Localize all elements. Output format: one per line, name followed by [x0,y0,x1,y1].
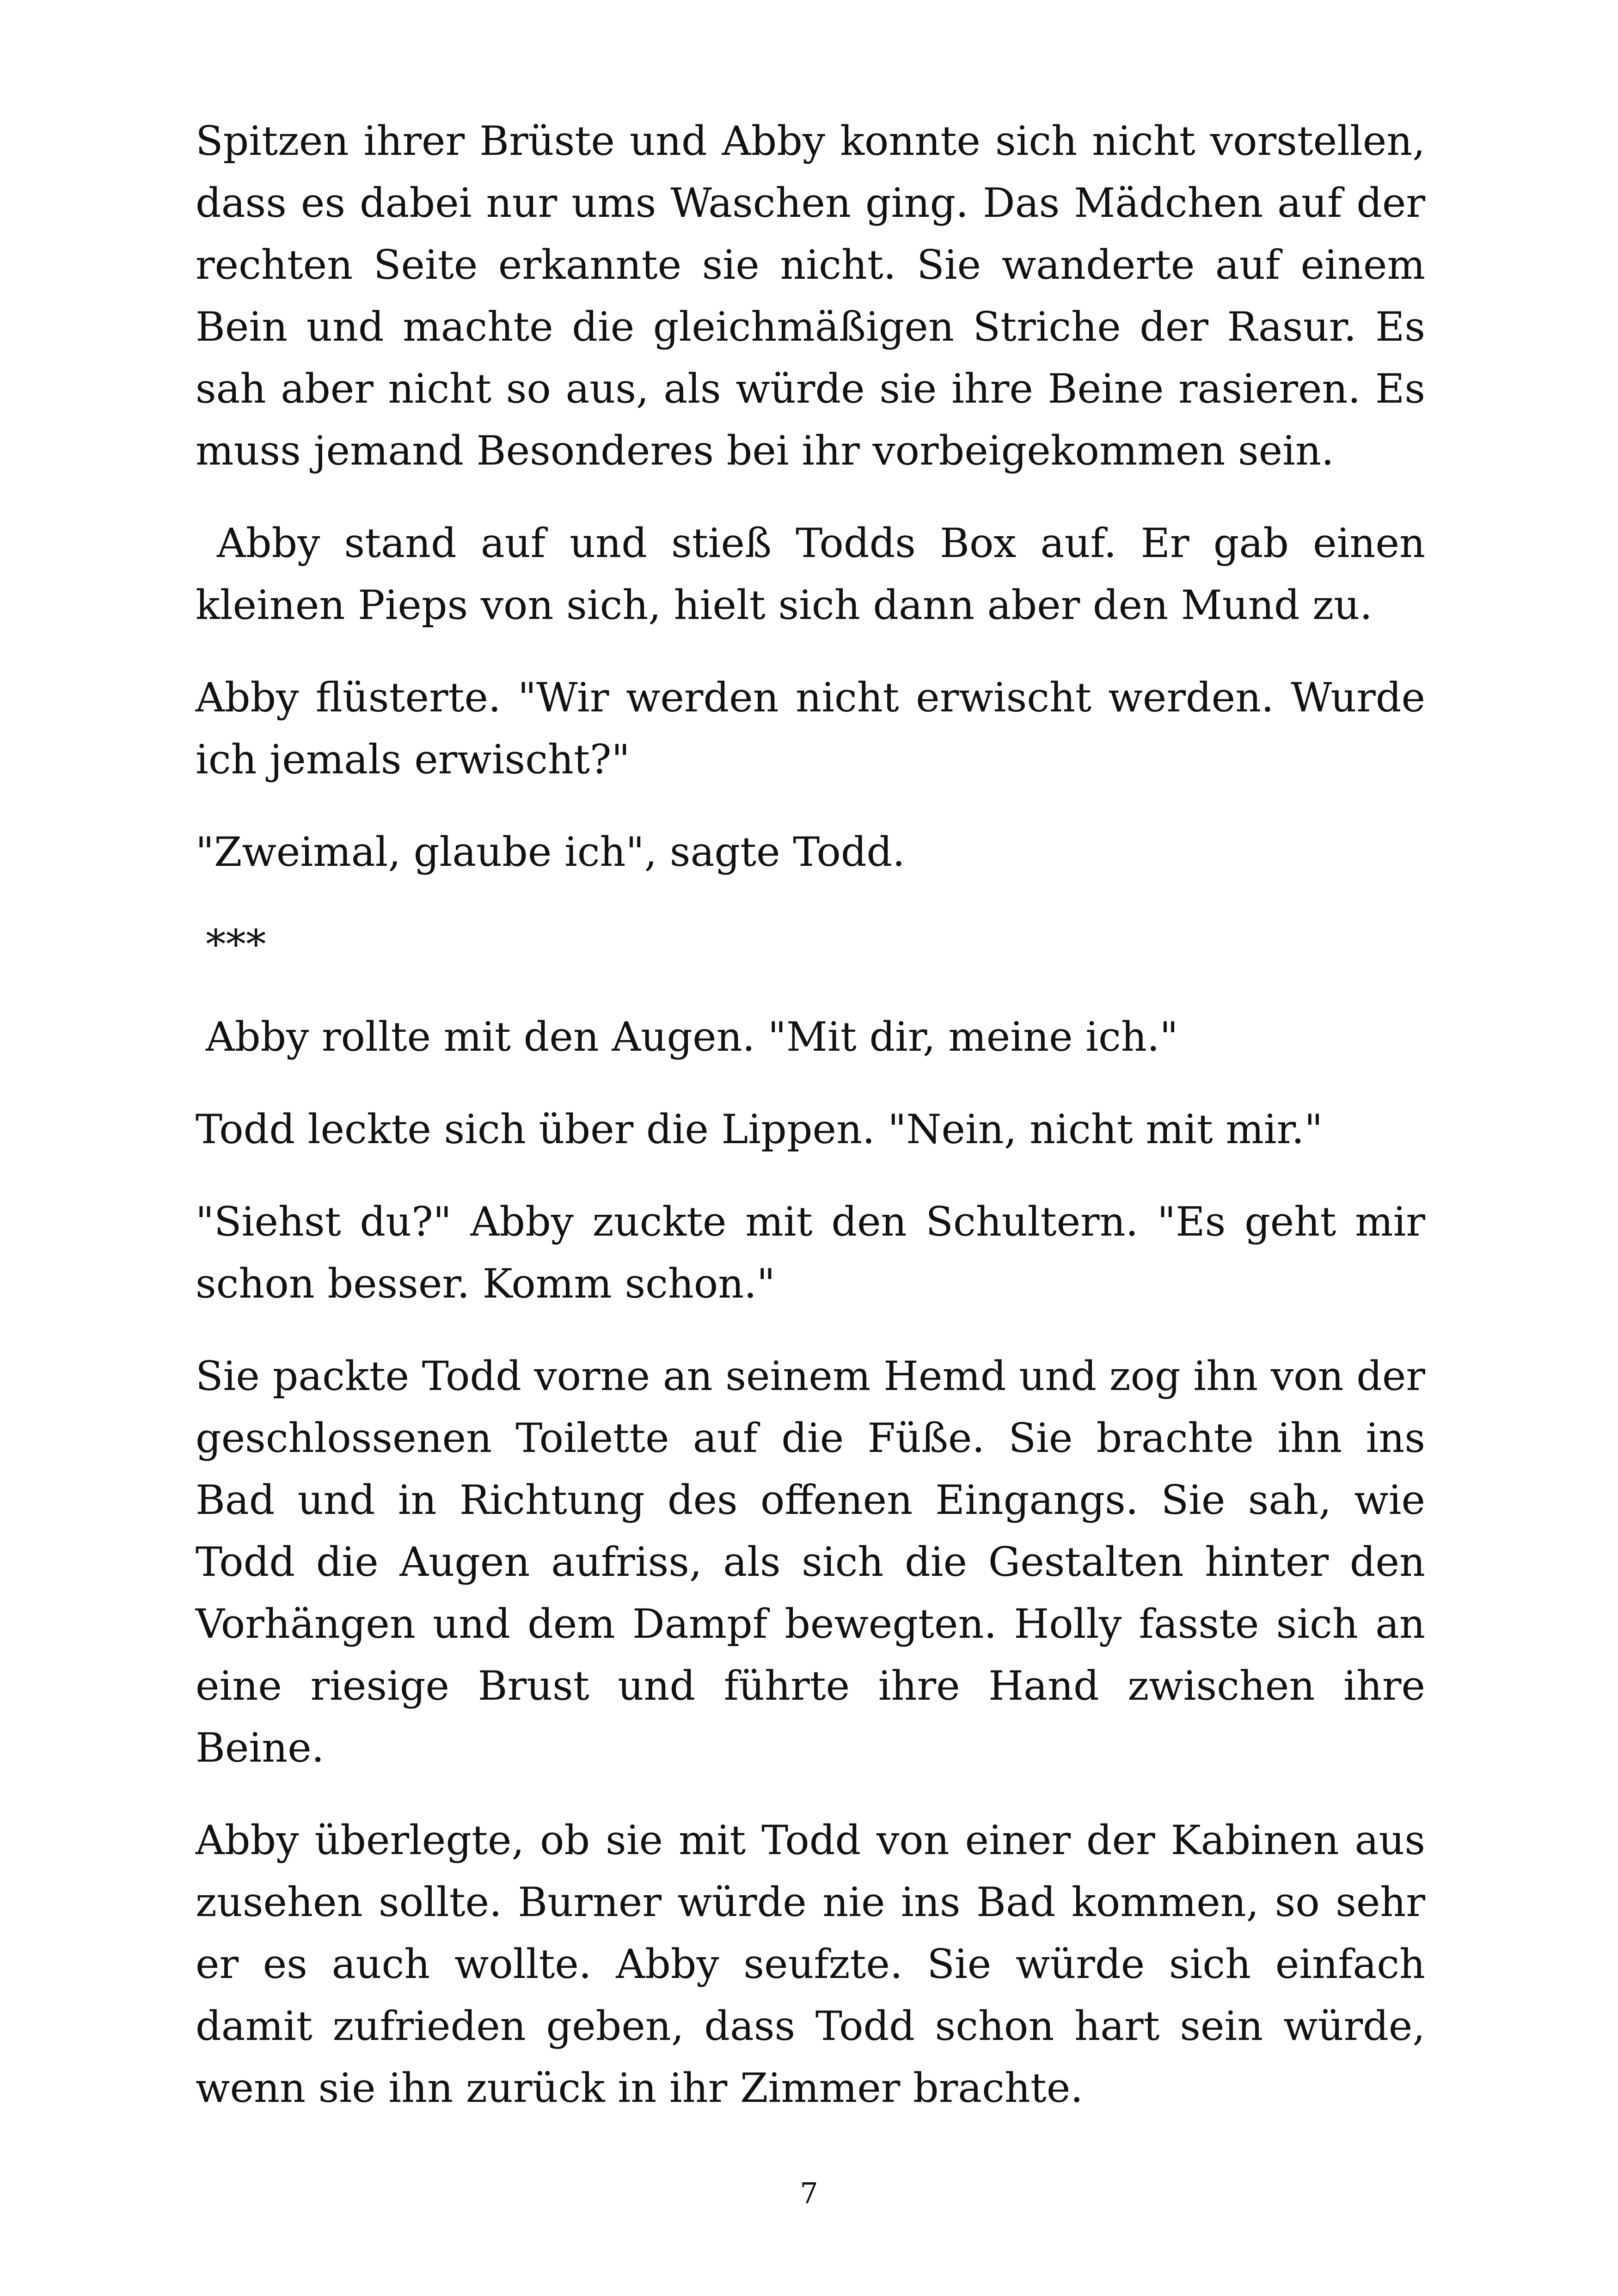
body-text [196,110,1425,2149]
paragraph-9: Abby überlegte, ob sie mit Todd von einer der Kabinen aus zusehen sollte. Burner würde nie ins Bad kommen, so sehr er es auch wollte. Abby seufzte. Sie würde sich einfach damit zufrieden geben, dass Todd schon hart sein würde, wenn sie ihn zurück in ihr Zimmer brachte. [196,1817,1425,2112]
paragraph-8: Sie packte Todd vorne an seinem Hemd und zog ihn von der geschlossenen Toilette auf die Füße. Sie brachte ihn ins Bad und in Richtung des offenen Eingangs. Sie sah, wie Todd die Augen aufriss, als sich die Gestalten hinter den Vorhängen und dem Dampf bewegten. Holly fasste sich an eine riesige Brust und führte ihre Hand zwischen ihre Beine. [196,1353,1425,1771]
paragraph-5: Abby rollte mit den Augen. "Mit dir, meine ich." [206,1013,1178,1060]
paragraph-3: Abby flüsterte. "Wir werden nicht erwischt werden. Wurde ich jemals erwischt?" [196,674,1425,783]
scene-break: *** [206,921,266,968]
paragraph-6: Todd leckte sich über die Lippen. "Nein, nicht mit mir." [196,1106,1323,1153]
paragraph-7: "Siehst du?" Abby zuckte mit den Schultern. "Es geht mir schon besser. Komm schon." [196,1198,1425,1307]
paragraph-1: Spitzen ihrer Brüste und Abby konnte sich nicht vorstellen, dass es dabei nur ums Waschen ging. Das Mädchen auf der rechten Seite erkannte sie nicht. Sie wanderte auf einem Bein und machte die gleichmäßigen Striche der Rasur. Es sah aber nicht so aus, als würde sie ihre Beine rasieren. Es muss jemand Besonderes bei ihr vorbeigekommen sein. [196,117,1425,474]
paragraph-2: Abby stand auf und stieß Todds Box auf. Er gab einen kleinen Pieps von sich, hielt sich dann aber den Mund zu. [196,520,1425,629]
paragraph-4: "Zweimal, glaube ich", sagte Todd. [196,828,905,876]
page-number: 7 [800,2176,818,2210]
